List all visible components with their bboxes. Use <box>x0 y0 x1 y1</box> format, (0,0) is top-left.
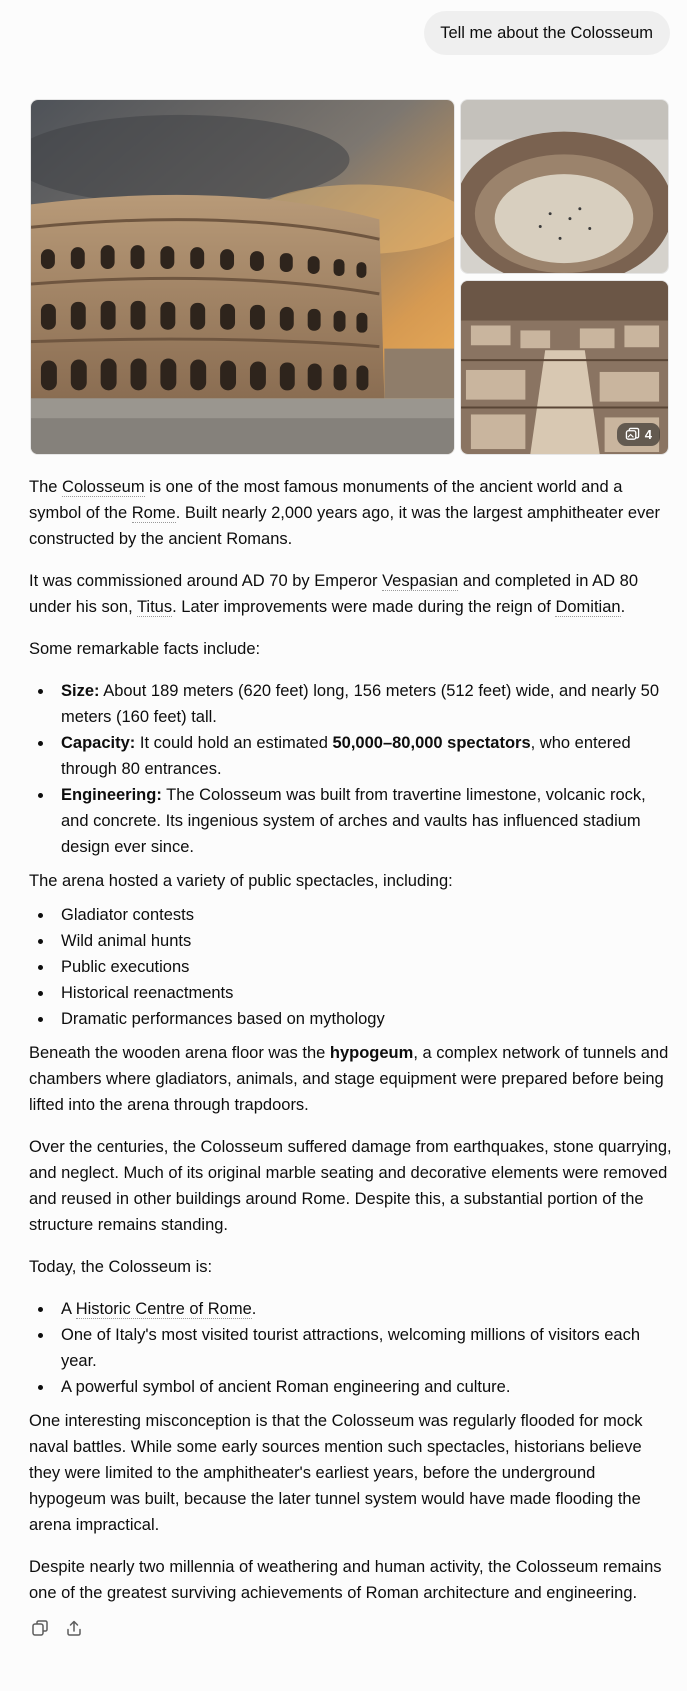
misconception-paragraph: One interesting misconception is that the Colosseum was regularly flooded for mock naval battles. While some early sources mention such spectacles, historians believe they were limited to the amphitheater's earliest years, before the underground hypogeum was built, because the later tunnel system would have made flooding the arena impractical. <box>29 1412 643 1534</box>
list-item: Dramatic performances based on mythology <box>29 1006 673 1032</box>
today-list <box>29 1296 673 1400</box>
colosseum-arena-image[interactable] <box>460 99 669 274</box>
colosseum-hypogeum-image[interactable] <box>460 280 669 455</box>
facts-list <box>29 678 673 860</box>
intro-paragraph: The Colosseum is one of the most famous monuments of the ancient world and a symbol of the Rome. Built nearly 2,000 years ago, it was the largest amphitheater ever constructed by the ancient Romans. <box>29 478 660 548</box>
more-images-count: 4 <box>644 427 652 442</box>
entity-link-titus[interactable]: Titus <box>136 598 173 616</box>
image-gallery <box>30 99 669 455</box>
list-item: Public executions <box>29 954 673 980</box>
damage-paragraph: Over the centuries, the Colosseum suffered damage from earthquakes, stone quarrying, and neglect. Much of its original marble seating and decorative elements were removed and reused in other buildings around Rome. Despite this, a substantial portion of the structure remains standing. <box>29 1138 672 1234</box>
entity-link-vespasian[interactable]: Vespasian <box>382 572 459 590</box>
user-message-text: Tell me about the Colosseum <box>440 24 653 42</box>
response-actions <box>29 1617 85 1639</box>
entity-link-colosseum[interactable]: Colosseum <box>62 478 145 496</box>
user-message-bubble <box>424 11 670 55</box>
share-icon <box>65 1619 83 1637</box>
conclusion-paragraph: Despite nearly two millennia of weathering and human activity, the Colosseum remains one of the greatest surviving achievements of Roman architecture and engineering. <box>29 1558 662 1602</box>
list-item: Wild animal hunts <box>29 928 673 954</box>
spectacles-list <box>29 902 673 1032</box>
list-item: Engineering: The Colosseum was built from travertine limestone, volcanic rock, and concrete. Its ingenious system of arches and vaults has influenced stadium design ever since. <box>29 782 673 860</box>
share-button[interactable] <box>63 1617 85 1639</box>
list-item: Size: About 189 meters (620 feet) long, 156 meters (512 feet) wide, and nearly 50 meters (160 feet) tall. <box>29 678 673 730</box>
list-item: Capacity: It could hold an estimated 50,000–80,000 spectators, who entered through 80 entrances. <box>29 730 673 782</box>
list-item: A powerful symbol of ancient Roman engineering and culture. <box>29 1374 673 1400</box>
copy-button[interactable] <box>29 1617 51 1639</box>
today-intro: Today, the Colosseum is: <box>29 1258 213 1276</box>
commission-paragraph: It was commissioned around AD 70 by Emperor Vespasian and completed in AD 80 under his son, Titus. Later improvements were made during the reign of Domitian. <box>29 572 639 616</box>
assistant-response <box>29 474 673 1622</box>
colosseum-exterior-image[interactable] <box>30 99 455 455</box>
more-images-badge[interactable] <box>617 423 660 446</box>
images-icon <box>625 427 640 442</box>
spectacles-intro: The arena hosted a variety of public spectacles, including: <box>29 872 453 890</box>
list-item: Gladiator contests <box>29 902 673 928</box>
entity-link-rome[interactable]: Rome <box>131 504 176 522</box>
list-item: A Historic Centre of Rome. <box>29 1296 673 1322</box>
list-item: Historical reenactments <box>29 980 673 1006</box>
entity-link-domitian[interactable]: Domitian <box>555 598 621 616</box>
entity-link-historic-centre[interactable]: Historic Centre of Rome <box>75 1300 252 1318</box>
copy-icon <box>31 1619 49 1637</box>
hypogeum-paragraph: Beneath the wooden arena floor was the hypogeum, a complex network of tunnels and chambers where gladiators, animals, and stage equipment were prepared before being lifted into the arena through trapdoors. <box>29 1044 669 1114</box>
facts-intro: Some remarkable facts include: <box>29 640 261 658</box>
list-item: One of Italy's most visited tourist attractions, welcoming millions of visitors each year. <box>29 1322 673 1374</box>
